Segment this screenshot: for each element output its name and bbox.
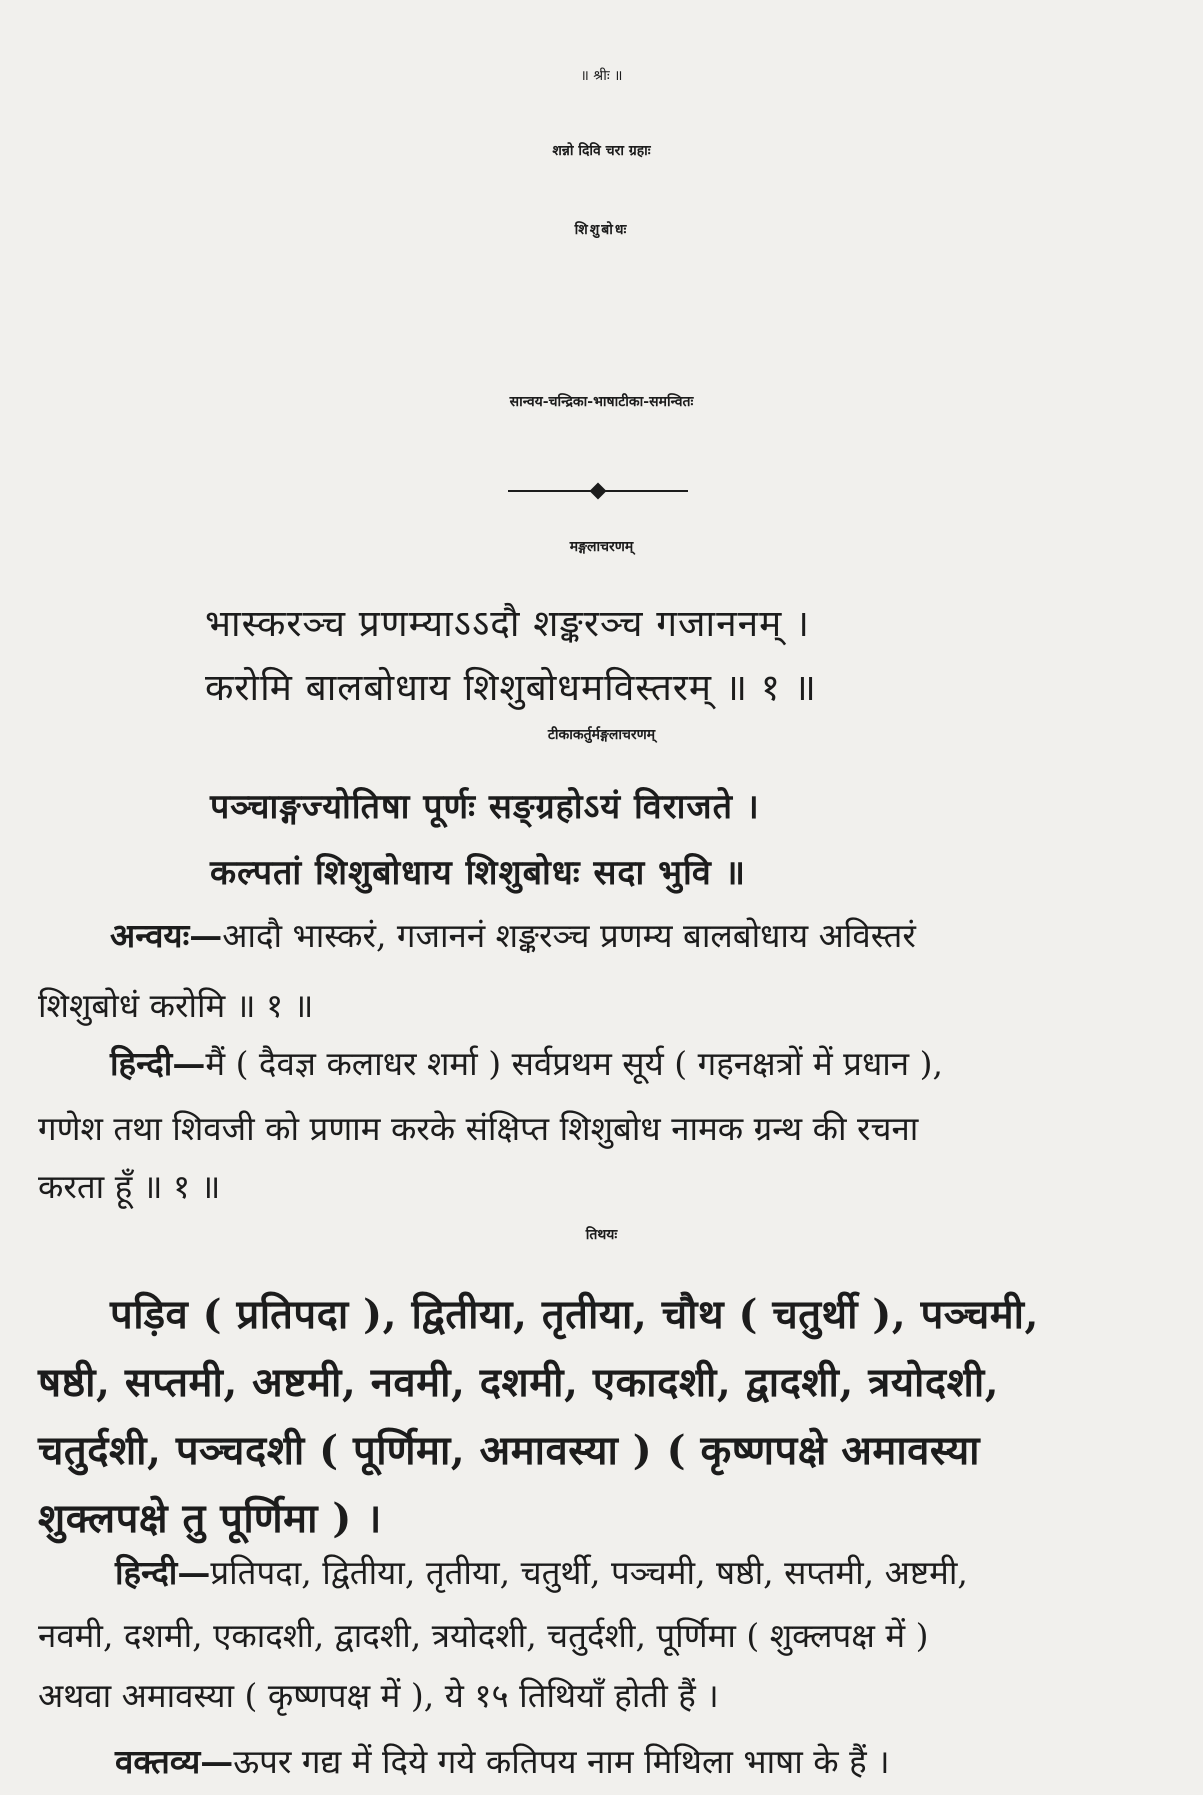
section-heading-mangalacharan: मङ्गलाचरणम् — [569, 539, 634, 555]
paragraph-text: नवमी, दशमी, एकादशी, द्वादशी, त्रयोदशी, चतुर्दशी, पूर्णिमा ( शुक्लपक्ष में ) — [38, 1616, 929, 1655]
paragraph-text: करता हूँ ॥ १ ॥ — [38, 1167, 221, 1206]
paragraph-text: गणेश तथा शिवजी को प्रणाम करके संक्षिप्त शिशुबोध नामक ग्रन्थ की रचना — [38, 1109, 919, 1148]
paragraph-text: अथवा अमावस्या ( कृष्णपक्ष में ), ये १५ तिथियाँ होती हैं । — [38, 1676, 719, 1715]
tithi-line: षष्ठी, सप्तमी, अष्टमी, नवमी, दशमी, एकादशी, द्वादशी, त्रयोदशी, — [38, 1359, 1000, 1406]
motto: शन्नो दिवि चरा ग्रहाः — [552, 143, 651, 159]
section-heading-tika-mangal: टीकाकर्तुर्मङ्गलाचरणम् — [547, 727, 656, 743]
hindi-label: हिन्दी— — [115, 1553, 211, 1592]
hindi-label: हिन्दी— — [110, 1044, 206, 1083]
anvaya-paragraph — [110, 912, 916, 957]
paragraph-text: शिशुबोधं करोमि ॥ १ ॥ — [38, 986, 314, 1025]
invocation: ॥ श्रीः ॥ — [580, 68, 623, 84]
divider-diamond — [590, 483, 607, 500]
section-heading-tithayah: तिथयः — [585, 1227, 618, 1243]
paragraph-text: ऊपर गद्य में दिये गये कतिपय नाम मिथिला भाषा के हैं । — [233, 1742, 890, 1781]
hindi-paragraph — [110, 1040, 943, 1085]
paragraph-text: प्रतिपदा, द्वितीया, तृतीया, चतुर्थी, पञ्चमी, षष्ठी, सप्तमी, अष्टमी, — [210, 1553, 968, 1592]
vaktavya-paragraph — [115, 1738, 890, 1783]
page-title: शिशुबोधः — [574, 222, 629, 238]
verse-line: पञ्चाङ्गज्योतिषा पूर्णः सङ्ग्रहोऽयं विराजते । — [210, 787, 760, 827]
ornamental-divider — [508, 481, 688, 501]
anvaya-label: अन्वयः— — [110, 916, 223, 955]
page-subtitle: सान्वय-चन्द्रिका-भाषाटीका-समन्वितः — [509, 394, 694, 410]
vaktavya-label: वक्तव्य— — [115, 1742, 234, 1781]
verse-line: कल्पतां शिशुबोधाय शिशुबोधः सदा भुवि ॥ — [210, 853, 746, 893]
verse-line: करोमि बालबोधाय शिशुबोधमविस्तरम् ॥ १ ॥ — [205, 666, 817, 709]
paragraph-text: मैं ( दैवज्ञ कलाधर शर्मा ) सर्वप्रथम सूर्य ( गहनक्षत्रों में प्रधान ), — [205, 1044, 943, 1083]
tithi-line: पड़िव ( प्रतिपदा ), द्वितीया, तृतीया, चौथ ( चतुर्थी ), पञ्चमी, — [110, 1291, 1039, 1338]
tithi-line: चतुर्दशी, पञ्चदशी ( पूर्णिमा, अमावस्या ) ( कृष्णपक्षे अमावस्या — [38, 1427, 981, 1474]
hindi-paragraph — [115, 1549, 968, 1594]
paragraph-text: आदौ भास्करं, गजाननं शङ्करञ्च प्रणम्य बालबोधाय अविस्तरं — [222, 916, 916, 955]
verse-line: भास्करञ्च प्रणम्याऽऽदौ शङ्करञ्च गजाननम् । — [205, 602, 811, 645]
tithi-line: शुक्लपक्षे तु पूर्णिमा ) । — [38, 1495, 382, 1542]
